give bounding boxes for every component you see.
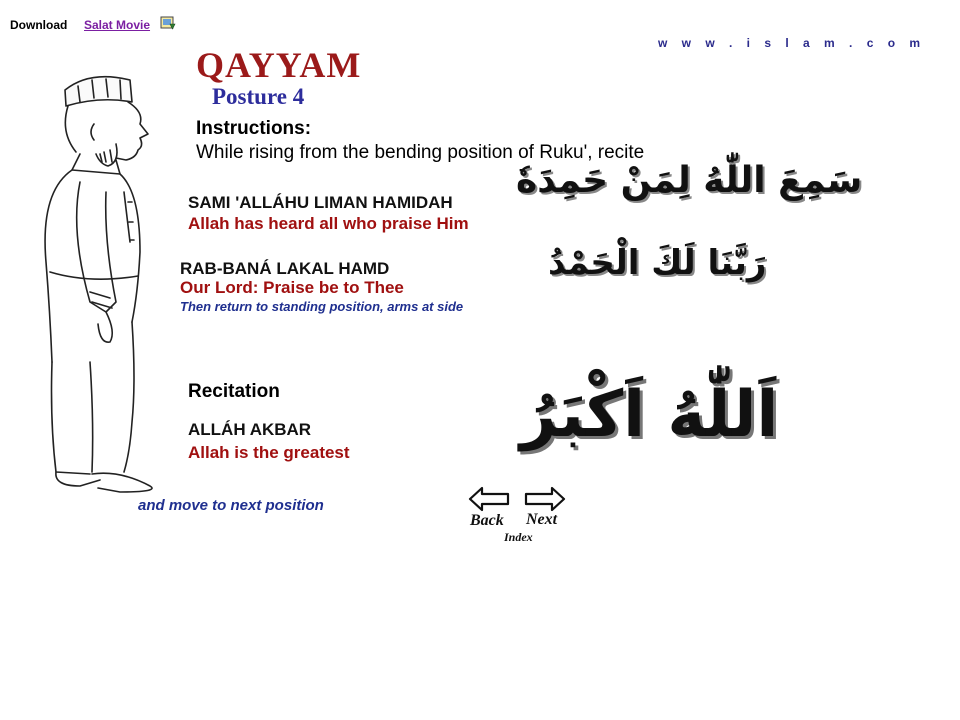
salat-movie-link[interactable]: Salat Movie [84, 18, 151, 32]
move-instruction: and move to next position [138, 497, 324, 514]
recite1-arabic: سَمِعَ اللّٰهُ لِمَنْ حَمِدَهٗ [516, 160, 863, 201]
recite2-translation: Our Lord: Praise be to Thee [180, 278, 404, 297]
instructions-heading: Instructions: [196, 118, 312, 139]
next-link[interactable]: Next [526, 511, 558, 528]
posture-subtitle: Posture 4 [212, 84, 305, 109]
movie-download-icon[interactable] [160, 15, 176, 31]
back-link[interactable]: Back [470, 512, 504, 529]
recitation-transliteration: ALLÁH AKBAR [188, 420, 312, 439]
back-arrow-icon[interactable] [468, 486, 512, 512]
recitation-heading: Recitation [188, 381, 280, 402]
index-link[interactable]: Index [504, 530, 533, 544]
download-label: Download [10, 18, 68, 32]
recitation-translation: Allah is the greatest [188, 443, 350, 462]
page-title: QAYYAM [196, 45, 362, 85]
recitation-arabic: اَللّٰهُ اَكْبَرُ [520, 378, 779, 452]
recite1-translation: Allah has heard all who praise Him [188, 214, 469, 233]
recite2-arabic: رَبَّنَا لَكَ الْحَمْدُ [548, 243, 767, 283]
next-arrow-icon[interactable] [522, 486, 566, 512]
recite2-transliteration: RAB-BANÁ LAKAL HAMD [180, 259, 390, 278]
instructions-text: While rising from the bending position of Ruku', recite [196, 142, 645, 163]
standing-man-illustration [20, 62, 180, 502]
site-url: w w w . i s l a m . c o m [658, 36, 926, 50]
recite2-note: Then return to standing position, arms at side [180, 299, 464, 314]
recite1-transliteration: SAMI 'ALLÁHU LIMAN HAMIDAH [188, 193, 453, 212]
